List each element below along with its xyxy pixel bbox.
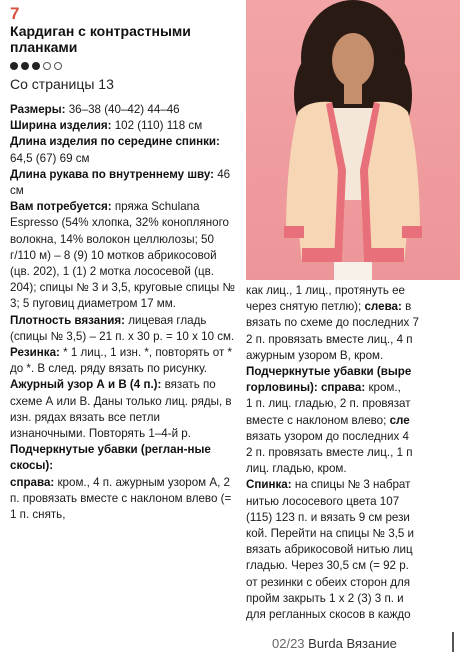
right-line: вязать узором до последних 4 bbox=[246, 429, 409, 443]
sizes-paragraph bbox=[10, 102, 238, 118]
width-paragraph bbox=[10, 118, 238, 134]
gauge-label: Плотность вязания: bbox=[10, 313, 125, 327]
instructions-left-column bbox=[10, 102, 238, 523]
right-line: вязать по схеме до последних 7 bbox=[246, 316, 419, 330]
sizes-value: 36–38 (40–42) 44–46 bbox=[65, 103, 180, 116]
lace-paragraph bbox=[10, 377, 238, 442]
sleeve-value: 46 см bbox=[10, 167, 231, 198]
raglan-right-paragraph bbox=[10, 475, 238, 524]
difficulty-rating bbox=[10, 62, 62, 70]
sizes-label: Размеры: bbox=[10, 103, 66, 116]
right-line: пройм закрыть 1 х 2 (3) 3 п. и bbox=[246, 591, 404, 605]
difficulty-dot-filled bbox=[32, 62, 40, 70]
gauge-paragraph bbox=[10, 313, 238, 345]
raglan-right-value: кром., 4 п. ажурным узором А, 2 п. провязать вместе с наклоном влево (= 1 п. снять, bbox=[10, 475, 232, 522]
materials-value: пряжа Schulana Espresso (54% хлопка, 32% конопляного волокна, 14% волокон целлюлозы; 50 г/110 м) – 8 (9) 10 мотков абрикосовой (цв. 202), 1 (1) 2 мотка лососевой (цв. 204); спицы № 3 и 3,5, круговые спицы № 3; 5 пуговиц диаметром 17 мм. bbox=[10, 200, 235, 311]
right-line: как лиц., 1 лиц., протянуть ее bbox=[246, 284, 406, 297]
rib-value: * 1 лиц., 1 изн. *, повторять от * до *. В след. ряду вязать по рисунку. bbox=[10, 346, 232, 376]
raglan-right-label: справа: bbox=[10, 475, 55, 489]
issue-number: 02/23 bbox=[272, 636, 305, 651]
difficulty-dot-empty bbox=[43, 62, 51, 70]
length-label: Длина изделия по середине спинки: bbox=[10, 135, 220, 149]
right-line: через снятую петлю); слева: в bbox=[246, 300, 412, 314]
pattern-title: Кардиган с контрастными планками bbox=[10, 23, 191, 55]
materials-paragraph bbox=[10, 199, 238, 312]
rib-paragraph bbox=[10, 345, 238, 377]
right-line: 1 п. лиц. гладью, 2 п. провязат bbox=[246, 397, 411, 411]
magazine-name: Burda Вязание bbox=[308, 636, 397, 651]
footer-divider bbox=[452, 632, 454, 652]
right-line: 2 п. провязать вместе лиц., 4 п bbox=[246, 332, 413, 346]
right-line: вместе с наклоном влево; сле bbox=[246, 413, 410, 427]
right-line: для регланных скосов в каждо bbox=[246, 608, 411, 622]
difficulty-dot-filled bbox=[10, 62, 18, 70]
right-line: лиц. гладью, кром. bbox=[246, 462, 347, 476]
source-page-reference: Со страницы 13 bbox=[10, 76, 114, 92]
lace-label: Ажурный узор А и В (4 п.): bbox=[10, 378, 162, 392]
right-line: гладью. Через 30,5 см (= 92 р. bbox=[246, 559, 409, 573]
sleeve-paragraph bbox=[10, 167, 238, 199]
right-line: нитью лососевого цвета 107 bbox=[246, 494, 400, 508]
materials-label: Вам потребуется: bbox=[10, 200, 112, 214]
width-label: Ширина изделия: bbox=[10, 119, 112, 133]
model-illustration bbox=[246, 0, 460, 280]
length-paragraph bbox=[10, 134, 238, 166]
right-line: Подчеркнутые убавки (выре bbox=[246, 365, 412, 379]
right-line: (115) 123 п. и вязать 9 см рези bbox=[246, 510, 410, 524]
right-line: вязать абрикосовой нитью лиц bbox=[246, 543, 413, 557]
right-line: кой. Перейти на спицы № 3,5 и bbox=[246, 527, 415, 541]
model-photo bbox=[246, 0, 460, 280]
right-line: ажурным узором В, кром. bbox=[246, 348, 384, 362]
difficulty-dot-empty bbox=[54, 62, 62, 70]
raglan-heading: Подчеркнутые убавки (реглан-ные скосы): bbox=[10, 443, 211, 473]
length-value: 64,5 (67) 69 см bbox=[10, 151, 90, 165]
page-footer bbox=[272, 636, 397, 651]
right-line: 2 п. провязать вместе лиц., 1 п bbox=[246, 446, 413, 460]
right-line: горловины): справа: кром., bbox=[246, 381, 401, 395]
rib-label: Резинка: bbox=[10, 346, 60, 360]
pattern-number: 7 bbox=[10, 4, 20, 23]
instructions-right-column bbox=[246, 283, 460, 623]
right-line: Спинка: на спицы № 3 набрат bbox=[246, 478, 411, 492]
gauge-value: лицевая гладь (спицы № 3,5) – 21 п. х 30 р. = 10 х 10 см. bbox=[10, 313, 235, 343]
lace-value: вязать по схеме А или В. Даны только лиц. ряды, в изн. рядах вязать все петли изнаночными. Повторять 1–4-й р. bbox=[10, 378, 232, 441]
right-line: от резинки с обеих сторон для bbox=[246, 575, 410, 589]
width-value: 102 (110) 118 см bbox=[111, 119, 203, 133]
sleeve-label: Длина рукава по внутреннему шву: bbox=[10, 167, 214, 181]
difficulty-dot-filled bbox=[21, 62, 29, 70]
